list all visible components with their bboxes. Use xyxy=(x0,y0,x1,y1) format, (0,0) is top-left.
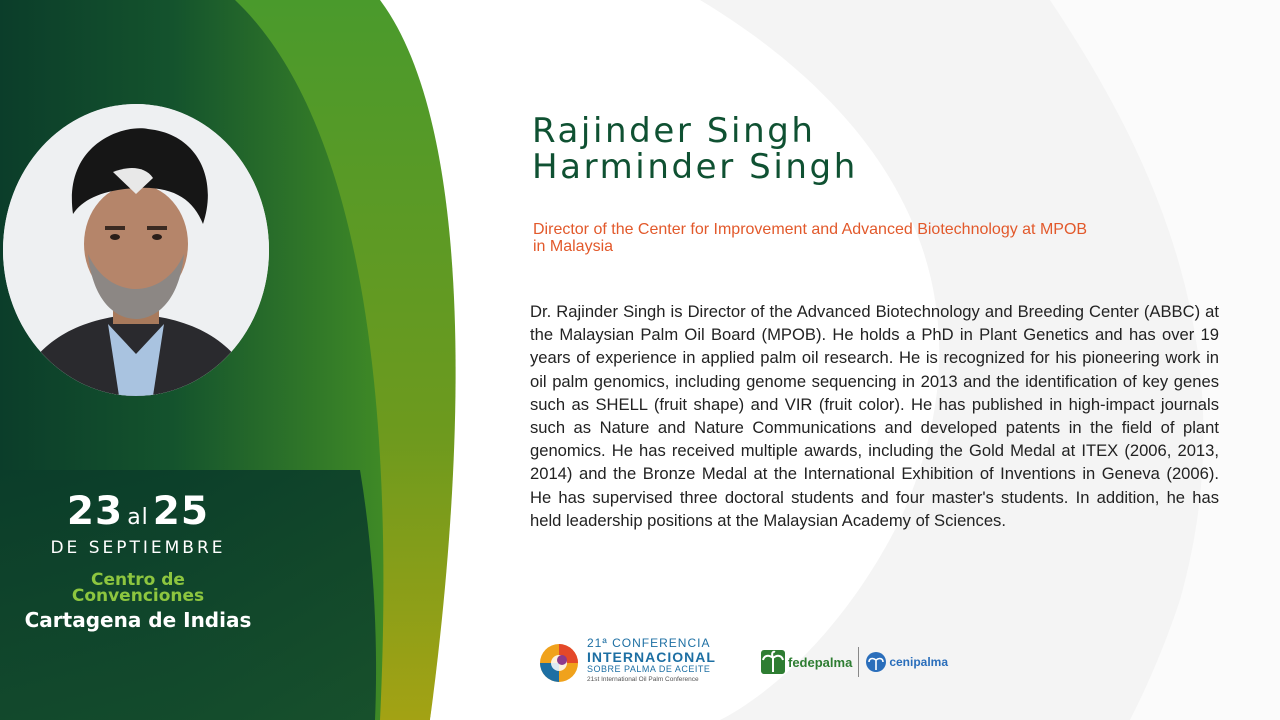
conference-logo xyxy=(538,636,738,688)
event-city: Cartagena de Indias xyxy=(24,608,252,632)
speaker-bio: Dr. Rajinder Singh is Director of the Advanced Biotechnology and Breeding Center (ABBC) at the Malaysian Palm Oil Board (MPOB). He holds a PhD in Plant Genetics and has over 19 years of experience in applied palm oil research. He is recognized for his pioneering work in oil palm genomics, including genome sequencing in 2013 and the identification of key genes such as SHELL (fruit shape) and VIR (fruit color). He has published in high-impact journals such as Nature and Nature Communications and developed patents in the field of plant genomics. He has received multiple awards, including the Gold Medal at ITEX (2006, 2013, 2014) and the Bronze Medal at the International Exhibition of Inventions in Geneva (2006). He has supervised three doctoral students and four master's students. In addition, he has held leadership positions at the Malaysian Academy of Sciences. xyxy=(530,302,1219,530)
day-start: 23 xyxy=(66,489,124,534)
venue-line1: Centro de xyxy=(91,570,185,590)
speaker-portrait-image xyxy=(3,104,269,396)
event-dates xyxy=(0,490,276,540)
cenipalma-logo: cenipalma xyxy=(889,655,949,669)
logo-divider xyxy=(858,647,859,677)
speaker-name-line2: Harminder Singh xyxy=(532,147,858,187)
date-connector: al xyxy=(127,505,149,530)
speaker-photo xyxy=(3,104,269,396)
event-info xyxy=(0,490,276,632)
speaker-name xyxy=(532,113,858,185)
conf-line1: 21ª CONFERENCIA xyxy=(587,636,711,650)
conf-line2: INTERNACIONAL xyxy=(587,649,716,665)
fedepalma-palm-icon xyxy=(760,648,786,676)
conference-emblem-icon xyxy=(538,642,580,684)
speaker-role-line1: Director of the Center for Improvement and Advanced Biotechnology at MPOB xyxy=(533,221,1088,238)
conf-line3: SOBRE PALMA DE ACEITE xyxy=(587,664,711,674)
venue-name xyxy=(0,572,276,604)
speaker-role xyxy=(533,221,1133,255)
fedepalma-logo: fedepalma xyxy=(788,654,853,670)
cenipalma-palm-icon xyxy=(865,651,887,673)
venue-line2: Convenciones xyxy=(71,586,205,606)
speaker-name-line1: Rajinder Singh xyxy=(532,111,816,151)
sponsor-logos xyxy=(760,645,948,679)
speaker-role-line2: in Malaysia xyxy=(533,238,614,255)
event-month: DE SEPTIEMBRE xyxy=(50,538,226,558)
day-end: 25 xyxy=(152,489,210,534)
conference-text xyxy=(587,636,716,685)
conf-line4: 21st International Oil Palm Conference xyxy=(587,676,699,683)
